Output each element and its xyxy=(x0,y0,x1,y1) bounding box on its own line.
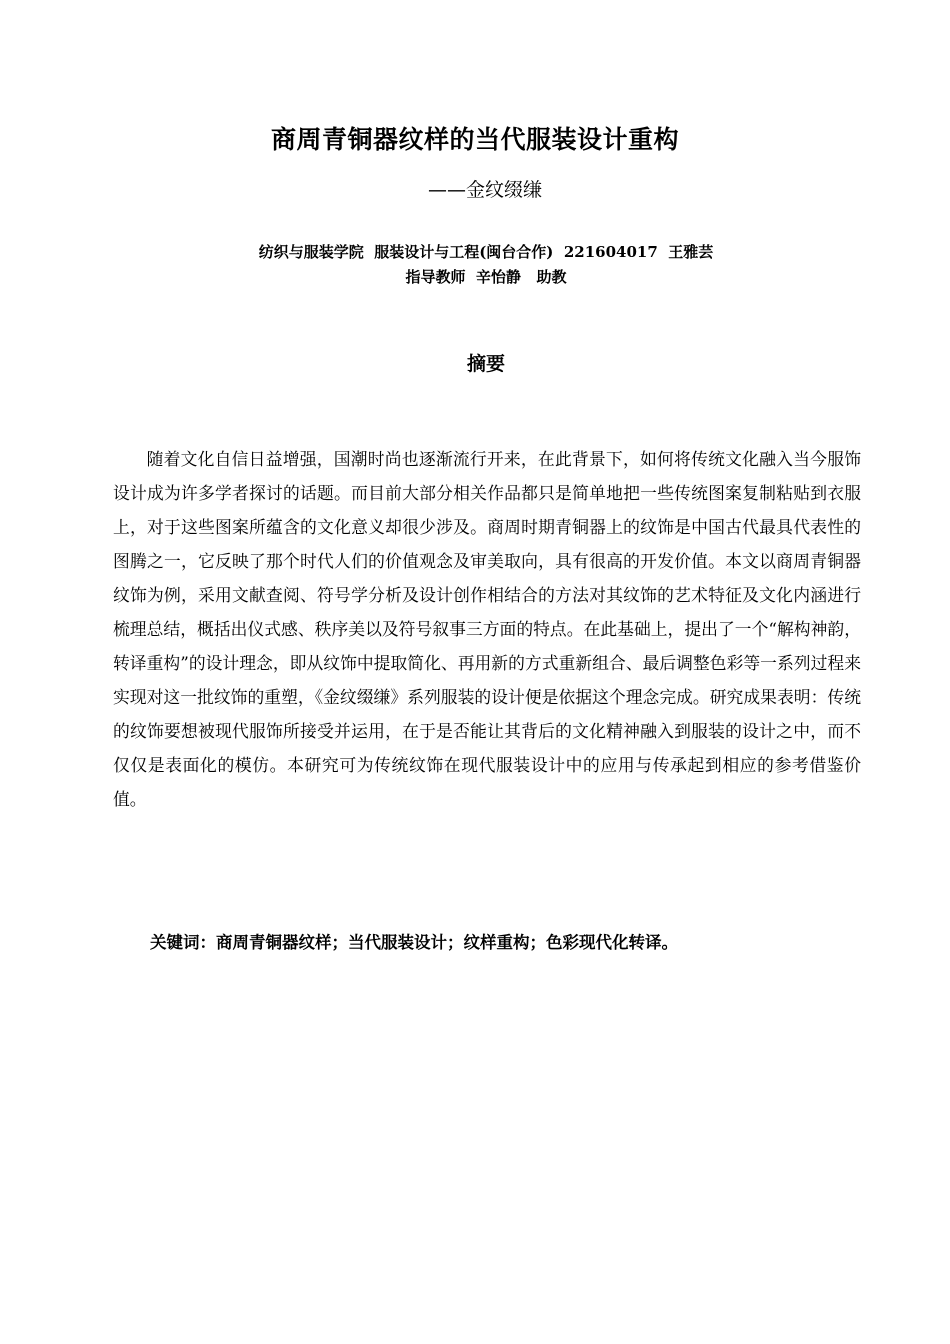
abstract-heading: 摘要 xyxy=(466,353,505,375)
author-affiliation-line: 纺织与服装学院 服装设计与工程(闽台合作) 221604017 王雅芸 xyxy=(258,243,714,261)
advisor-line: 指导教师 辛怡静 助教 xyxy=(405,268,567,286)
paper-subtitle: ——金纹缀缣 xyxy=(427,179,542,201)
paper-title: 商周青铜器纹样的当代服装设计重构 xyxy=(270,125,679,154)
keywords-line: 关键词：商周青铜器纹样；当代服装设计；纹样重构；色彩现代化转译。 xyxy=(150,933,678,952)
abstract-body: 随着文化自信日益增强，国潮时尚也逐渐流行开来，在此背景下，如何将传统文化融入当今服饰设计成为许多学者探讨的话题。而目前大部分相关作品都只是简单地把一些传统图案复制粘贴到衣服上，对于这些图案所蕴含的文化意义却很少涉及。商周时期青铜器上的纹饰是中国古代最具代表性的图腾之一，它反映了那个时代人们的价值观念及审美取向，具有很高的开发价值。本文以商周青铜器纹饰为例，采用文献查阅、符号学分析及设计创作相结合的方法对其纹饰的艺术特征及文化内涵进行梳理总结，概括出仪式感、秩序美以及符号叙事三方面的特点。在此基础上，提出了一个“解构神韵，转译重构”的设计理念，即从纹饰中提取简化、再用新的方式重新组合、最后调整色彩等一系列过程来实现对这一批纹饰的重塑，《金纹缀缣》系列服装的设计便是依据这个理念完成。研究成果表明：传统的纹饰要想被现代服饰所接受并运用，在于是否能让其背后的文化精神融入到服装的设计之中，而不仅仅是表面化的模仿。本研究可为传统纹饰在现代服装设计中的应用与传承起到相应的参考借鉴价值。 xyxy=(113,449,861,809)
